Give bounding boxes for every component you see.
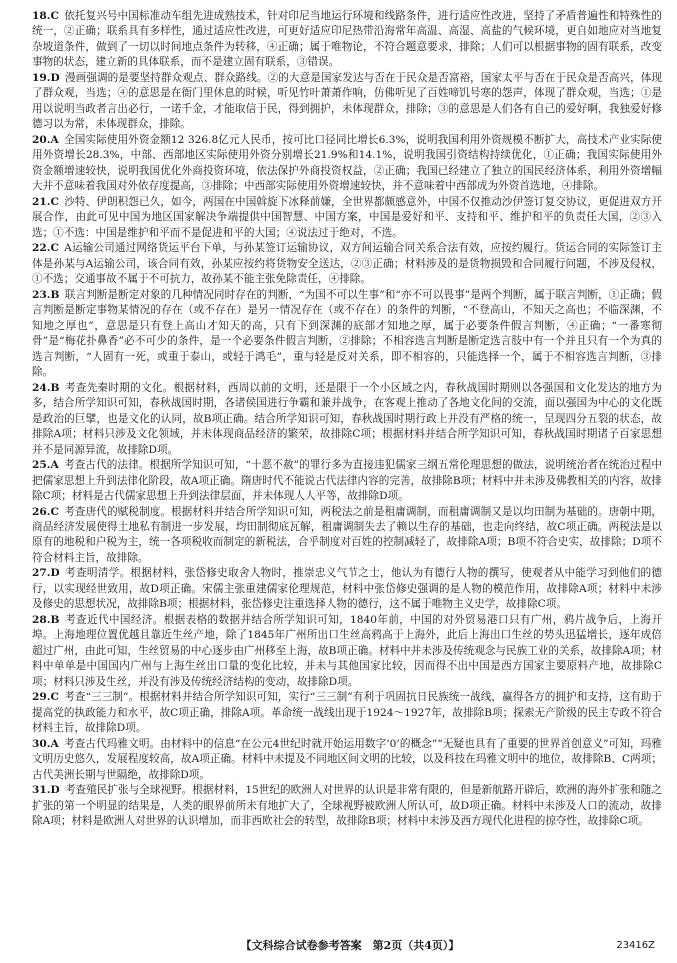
answer-item	[32, 9, 662, 71]
answer-letter: B	[50, 288, 60, 301]
question-number: 24.	[32, 381, 51, 394]
answer-item	[32, 241, 662, 287]
answer-item	[32, 566, 662, 612]
answer-item	[32, 458, 662, 504]
paper-code: 23416Z	[616, 940, 655, 951]
question-number: 31.	[32, 784, 51, 797]
answer-letter: D	[50, 567, 60, 580]
answer-explanation: A运输公司通过网络货运平台下单，与孙某签订运输协议，双方间运输合同关系合法有效，应按约履行。货运合同的实际签订主体是孙某与A运输公司，该合同有效，孙某应按约将货物安全送达，②③正确；材料涉及的是货物损毁和合同履行问题，不涉及侵权，①不选；交通事故不属于不可抗力，故孙某不能主张免除责任，④排除。	[32, 242, 662, 286]
answer-explanation: 考查古代玛雅文明。由材料中的信息“在公元4世纪时就开始运用数字‘0’的概念”“无疑也具有了重要的世界首创意义”可知，玛雅文明历史悠久，发展程度较高，故A项正确。材料中未提及不同地区间文明的比较，以及科技在玛雅文明中的地位，故排除B、C两项；古代美洲长期与世隔绝，故排除D项。	[32, 737, 662, 781]
answer-item	[32, 783, 662, 829]
answer-letter: A	[50, 133, 59, 146]
question-number: 21.	[32, 195, 51, 208]
question-number: 22.	[32, 242, 51, 255]
answer-item	[32, 613, 662, 690]
question-number: 26.	[32, 505, 51, 518]
answer-page	[32, 9, 662, 934]
answer-item	[32, 71, 662, 133]
page-footer	[0, 937, 677, 955]
question-number: 18.	[32, 10, 51, 22]
answer-explanation: 依托复兴号中国标准动车组先进成熟技术，针对印尼当地运行环境和线路条件，进行适应性改进，坚持了矛盾普遍性和特殊性的统一，②正确；联系具有多样性，通过适应性改进，可更好适应印尼热带沿海常年高温、高湿、高盐的气候环境，更自如地应对当地复杂坡道条件，做到了一切以时间地点条件为转移，④正确；属于唯物论，不符合题意要求，排除；人们可以根据事物的固有联系，改变事物的状态，建立新的具体联系，而不是建立固有联系，③错误。	[32, 10, 662, 69]
answer-explanation: 全国实际使用外资金额12 326.8亿元人民币，按可比口径同比增长6.3%，说明我国利用外资规模不断扩大，高技术产业实际使用外资增长28.3%，中部、西部地区实际使用外资分别增长21.9%和14.1%，说明我国引资结构持续优化，①正确；我国实际使用外资金额增速较快，说明我国优化外商投资环境，依法保护外商投资权益，②正确；我国已经建立了独立的国民经济体系，利用外资增幅大并不意味着我国对外依存度提高，③排除；中西部实际使用外资增速较快，并不意味着中西部成为外资首选地，④排除。	[32, 133, 662, 193]
answer-explanation: 考查明清学。根据材料，张岱修史取舍人物时，推崇忠义气节之士，他认为有德行人物的撰写，使观者从中能学习到他们的德行，以实现经世致用，故D项正确。宋儒主张重建儒家伦理规范，材料中张岱修史强调的是人物的模范作用，故排除A项；材料中未涉及修史的思想状况，故排除B项；根据材料，张岱修史注重选择人物的德行，这不属于唯物主义史学，故排除C项。	[32, 567, 662, 611]
answer-letter: D	[50, 71, 60, 84]
question-number: 19.	[32, 71, 51, 84]
footer-title: 【文科综合试卷参考答案 第2页（共4页）】	[240, 939, 460, 952]
answer-item	[32, 690, 662, 736]
question-number: 25.	[32, 459, 51, 472]
answer-letter: A	[50, 737, 59, 750]
answer-explanation: 考查殖民扩张与全球视野。根据材料，15世纪的欧洲人对世界的认识是非常有限的，但是新航路开辟后，欧洲的海外扩张和随之扩张的第一个明显的结果是，人类的眼界前所未有地扩大了，全球视野被欧洲人所认可，故D项正确。材料中未涉及人口的流动，故排除A项；材料是欧洲人对世界的认识增加，而非西欧社会的转型，故排除B项；材料中未涉及西方现代化进程的掠夺性，故排除C项。	[32, 784, 662, 828]
answer-explanation: 考查古代的法律。根据所学知识可知，“十恶不赦”的罪行多为直接违犯儒家三纲五常伦理思想的做法，说明统治者在统治过程中把儒家思想上升到法律化阶段，故A项正确。隋唐时代不能说古代法律内容的完善，故排除B项；材料中并未涉及佛教相关的内容，故排除C项；材料是古代儒家思想上升到法律层面，并未体现人人平等，故排除D项。	[32, 459, 662, 503]
answer-letter: C	[50, 242, 59, 255]
question-number: 30.	[32, 737, 51, 750]
answer-letter: C	[50, 195, 59, 208]
answer-explanation: 考查“三三制”。根据材料并结合所学知识可知，实行“三三制”有利于巩固抗日民族统一战线，赢得各方的拥护和支持，这有助于提高党的执政能力和水平，故C项正确，排除A项。革命统一战线出现于1924～1927年，故排除B项；探索无产阶级的民主专政不符合材料主旨，故排除D项。	[32, 691, 662, 735]
answer-letter: C	[50, 691, 59, 704]
question-number: 23.	[32, 288, 51, 301]
answer-explanation: 联言判断是断定对象的几种情况同时存在的判断，“为国不可以生事”和“亦不可以畏事”是两个判断，属于联言判断，①正确；假言判断是断定事物某情况的存在（或不存在）是另一情况存在（或不存在）的条件的判断，“不登高山，不知天之高也；不临深渊，不知地之厚也”，意思是只有登上高山才知天的高，只有下到深渊的底部才知地之厚，属于必要条件假言判断，④正确；“一番寒彻骨”是“梅花扑鼻香”必不可少的条件，是一个必要条件假言判断，②排除；不相容选言判断是断定选言肢中有一个并且只有一个为真的选言判断，“人固有一死，或重于泰山，或轻于鸿毛”，重与轻是反对关系，即不相容的，只能选择一个，属于不相容选言判断，③排除。	[32, 288, 662, 379]
answer-explanation: 漫画强调的是要坚持群众观点、群众路线。②的大意是国家发达与否在于民众是否富裕，国家太平与否在于民众是否高兴，体现了群众观，当选；④的意思是在衙门里休息的时候，听见竹叶萧萧作响，仿佛听见了百姓啼饥号寒的怨声，体现了群众观，当选；①是用以说明当政者言出必行，一诺千金，才能取信于民，得到拥护，未体现群众，排除；③的意思是人们各有自己的爱好啊，我独爱好修德习以为常，未体现群众，排除。	[32, 71, 662, 131]
answer-item	[32, 133, 662, 195]
answer-item	[32, 381, 662, 458]
question-number: 29.	[32, 691, 51, 704]
answer-letter: C	[50, 505, 59, 518]
answer-letter: B	[50, 613, 60, 626]
answer-letter: A	[50, 459, 59, 472]
answer-item	[32, 288, 662, 381]
answer-explanation: 沙特、伊朗积怨已久，如今，两国在中国斡旋下冰释前嫌，全世界都颇感意外，中国不仅推动沙伊签订复交协议，更促进双方开展合作，由此可见中国为地区国家解决争端提供中国智慧、中国方案，中国是爱好和平、支持和平、维护和平的负责任大国，②③入选；①不选：中国是维护和平而不是促进和平的大国；④说法过于绝对，不选。	[32, 195, 662, 239]
answer-letter: B	[50, 381, 60, 394]
question-number: 20.	[32, 133, 51, 146]
answer-item	[32, 195, 662, 241]
answer-item	[32, 505, 662, 567]
answer-letter: C	[50, 10, 59, 22]
question-number: 27.	[32, 567, 51, 580]
answer-item	[32, 737, 662, 783]
answer-explanation: 考查先秦时期的文化。根据材料，西周以前的文明，还是限于一个小区域之内，春秋战国时期则以各强国和文化发达的地方为多，结合所学知识可知，春秋战国时期，各诸侯国进行争霸和兼并战争，在客观上推动了各地文化间的交流，面以强国为中心的文化既是政治的巨擘，也是文化的认同，故B项正确。结合所学知识可知，春秋战国时期行政上并没有严格的统一，呈现四分五裂的状态，故排除A项；材料只涉及文化领域，并未体现商品经济的繁荣，故排除C项；根据材料并结合所学知识可知，春秋战国时期诸子百家思想并不是同源异流，故排除D项。	[32, 381, 662, 456]
answer-explanation: 考查近代中国经济。根据表格的数据并结合所学知识可知，1840年前，中国的对外贸易港口只有广州，鸦片战争后，上海开埠。上海地理位置优越且靠近生丝产地，除了1845年广州所出口生丝高鸦高于上海外，此后上海出口生丝的势头迅猛增长，逐年成倍超过广州，由此可知，生丝贸易的中心逐步由广州移至上海，故B项正确。材料中并未涉及传统观念与民族工业的关系，故排除A项；材料中单单是中国国内广州与上海生丝出口量的变化比较，并未与其他国家比较，因而得不出中国是西方国家主要原料产地，故排除C项；材料只涉及生丝，并没有涉及传统经济结构的变动，故排除D项。	[32, 613, 662, 688]
answer-letter: D	[50, 784, 60, 797]
question-number: 28.	[32, 613, 51, 626]
answer-explanation: 考查唐代的赋税制度。根据材料并结合所学知识可知，两税法之前是租庸调制，而租庸调制又是以均田制为基础的。唐朝中期，商品经济发展使得土地私有制进一步发展，均田制彻底瓦解，租庸调制失去了赖以生存的基础，也走向终结，故C项正确。两税法是以原有的地税和户税为主，统一各项税收而制定的新税法，合乎制度对百姓的控制减轻了，故排除A项；B项不符合史实，故排除；D项不符合材料主旨，故排除。	[32, 505, 662, 564]
